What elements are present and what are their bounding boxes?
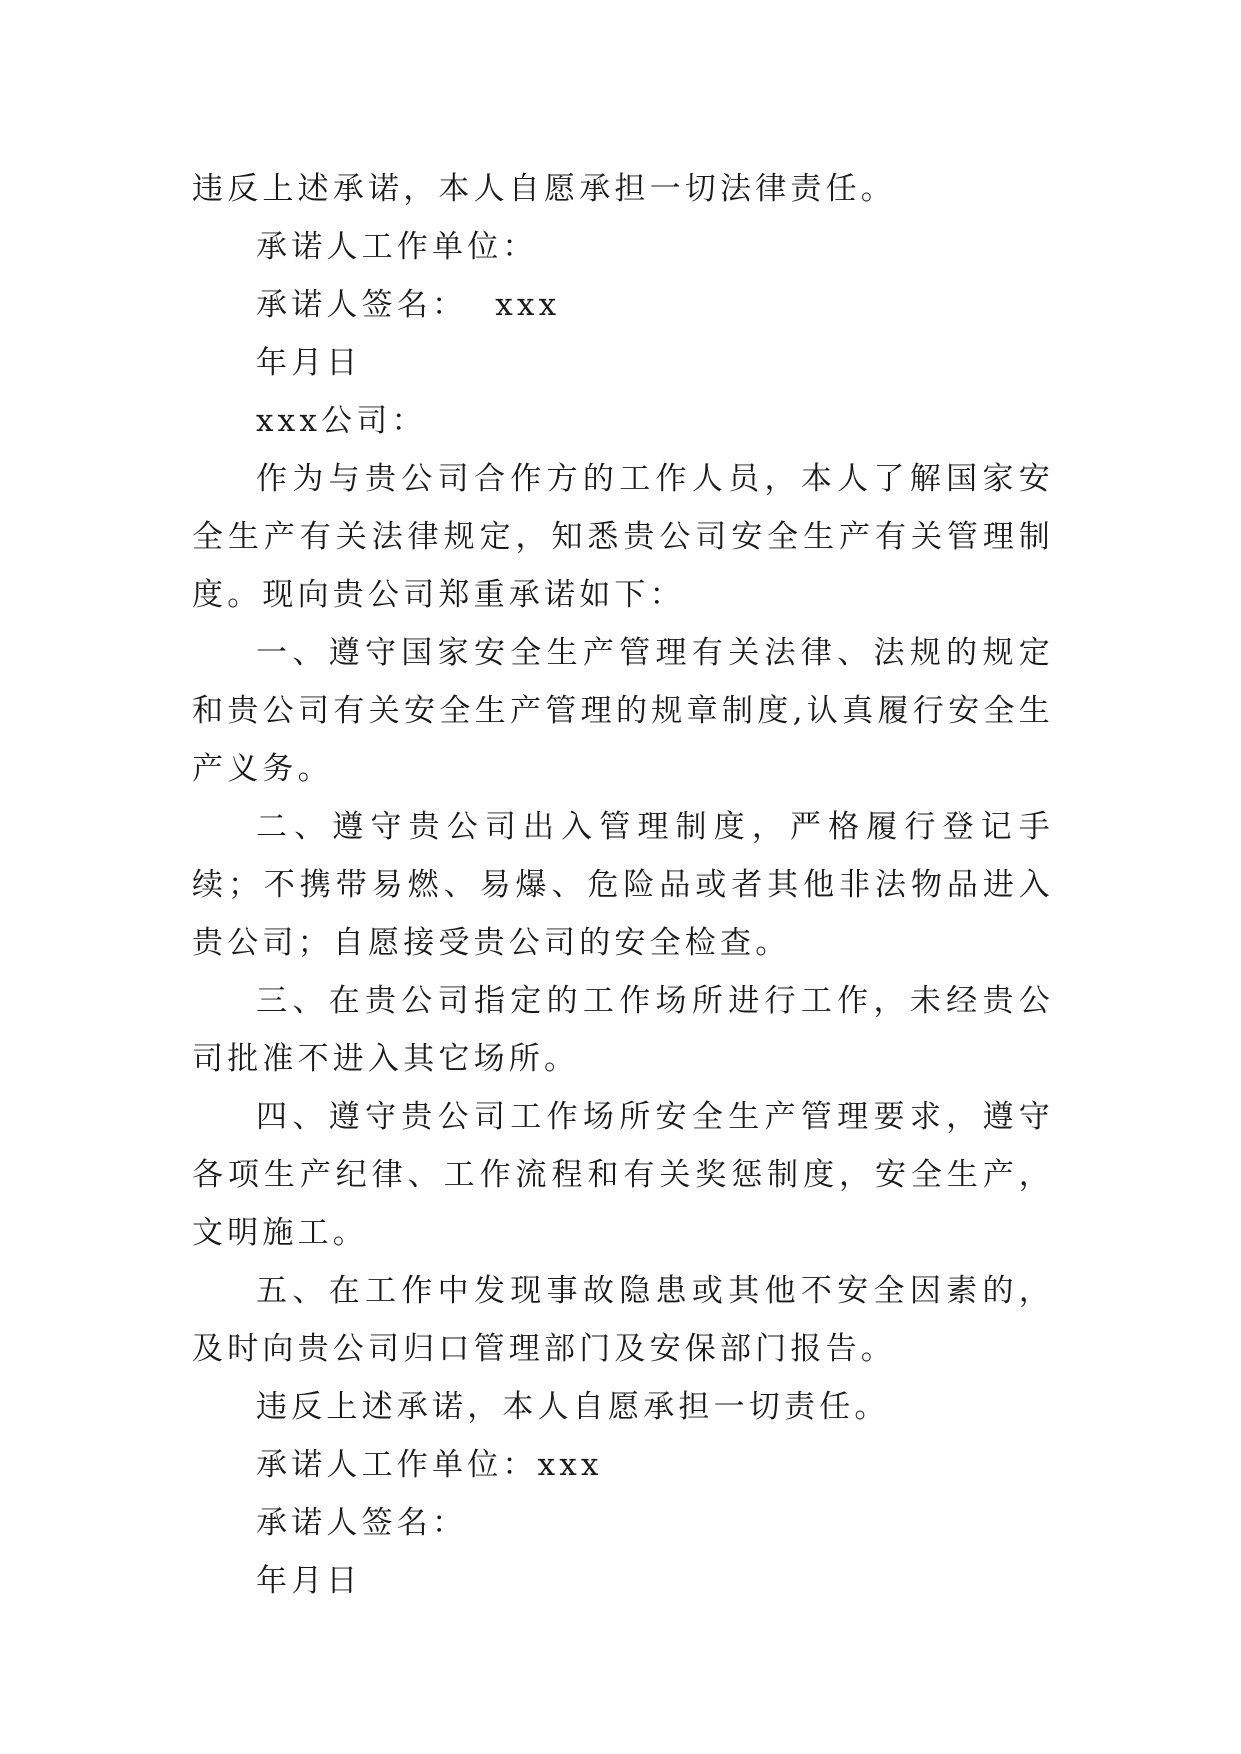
addressee: xxx公司： xyxy=(256,403,427,439)
commitment-item-3: 三、在贵公司指定的工作场所进行工作，未经贵公司批准不进入其它场所。 xyxy=(192,983,1054,1077)
commitment-item-5: 五、在工作中发现事故隐患或其他不安全因素的，及时向贵公司归口管理部门及安保部门报告。 xyxy=(192,1273,1054,1367)
signature-field-label: 承诺人签名： xyxy=(256,1505,468,1541)
date-field: 年月日 xyxy=(256,345,362,381)
employer-field: 承诺人工作单位：xxx xyxy=(256,1447,603,1483)
document-body xyxy=(192,160,1054,1610)
commitment-item-4: 四、遵守贵公司工作场所安全生产管理要求，遵守各项生产纪律、工作流程和有关奖惩制度，安全生产，文明施工。 xyxy=(192,1099,1054,1251)
closing-statement: 违反上述承诺，本人自愿承担一切责任。 xyxy=(256,1389,890,1425)
date-field-bottom: 年月日 xyxy=(256,1563,362,1599)
employer-field-label: 承诺人工作单位： xyxy=(256,229,538,265)
commitment-item-1: 一、遵守国家安全生产管理有关法律、法规的规定和贵公司有关安全生产管理的规章制度,认真履行安全生产义务。 xyxy=(192,635,1054,787)
intro-paragraph: 作为与贵公司合作方的工作人员，本人了解国家安全生产有关法律规定，知悉贵公司安全生产有关管理制度。现向贵公司郑重承诺如下： xyxy=(192,461,1054,613)
closing-statement-legal: 违反上述承诺，本人自愿承担一切法律责任。 xyxy=(192,171,896,207)
signature-field: 承诺人签名： xxx xyxy=(256,287,561,323)
commitment-item-2: 二、遵守贵公司出入管理制度，严格履行登记手续；不携带易燃、易爆、危险品或者其他非法物品进入贵公司；自愿接受贵公司的安全检查。 xyxy=(192,809,1054,961)
